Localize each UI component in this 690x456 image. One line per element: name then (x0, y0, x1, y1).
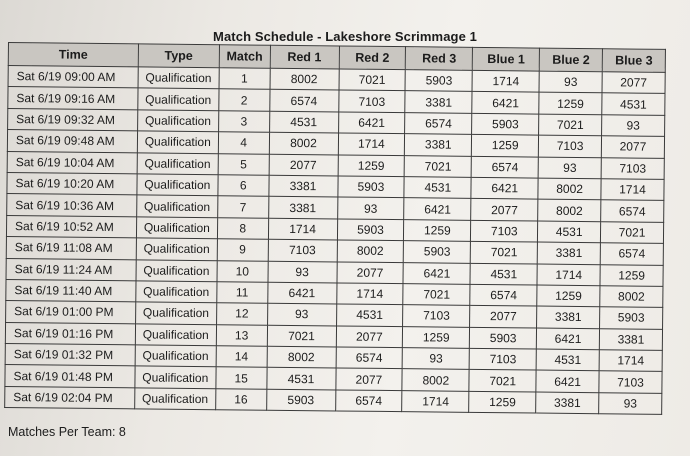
cell-blue-1: 6574 (471, 156, 538, 178)
cell-blue-2: 1714 (537, 264, 600, 286)
cell-blue-1: 7103 (471, 220, 538, 242)
cell-red-1: 93 (267, 304, 336, 326)
cell-match: 3 (218, 110, 269, 132)
cell-red-3: 1714 (402, 391, 469, 413)
cell-match: 12 (216, 303, 267, 325)
column-header-blue-1: Blue 1 (473, 47, 540, 71)
cell-red-3: 93 (403, 348, 470, 370)
cell-blue-3: 7021 (601, 221, 664, 243)
matches-per-team: Matches Per Team: 8 (8, 425, 126, 439)
cell-blue-2: 3381 (537, 306, 600, 328)
cell-red-1: 5903 (266, 389, 335, 411)
cell-red-3: 5903 (404, 241, 471, 263)
cell-time: Sat 6/19 01:32 PM (5, 344, 135, 367)
cell-blue-1: 7021 (471, 241, 538, 263)
cell-red-2: 5903 (337, 219, 404, 241)
cell-type: Qualification (138, 67, 219, 89)
cell-time: Sat 6/19 09:48 AM (7, 130, 137, 153)
cell-red-2: 6574 (336, 347, 403, 369)
cell-red-1: 3381 (268, 197, 337, 219)
cell-time: Sat 6/19 11:08 AM (6, 237, 136, 260)
cell-blue-3: 93 (602, 115, 665, 137)
cell-type: Qualification (137, 174, 218, 196)
cell-time: Sat 6/19 10:20 AM (7, 172, 137, 195)
cell-match: 4 (218, 132, 269, 154)
cell-type: Qualification (134, 388, 215, 410)
cell-type: Qualification (135, 324, 216, 346)
cell-blue-1: 1714 (472, 70, 539, 92)
cell-red-2: 6421 (338, 112, 405, 134)
cell-red-3: 4531 (404, 177, 471, 199)
cell-red-1: 8002 (270, 68, 339, 90)
cell-match: 11 (217, 282, 268, 304)
cell-blue-2: 93 (538, 157, 601, 179)
cell-red-1: 8002 (269, 132, 338, 154)
cell-time: Sat 6/19 09:16 AM (8, 87, 138, 110)
cell-blue-2: 4531 (536, 349, 599, 371)
cell-red-2: 2077 (335, 368, 402, 390)
cell-red-1: 7103 (268, 239, 337, 261)
cell-red-2: 8002 (337, 240, 404, 262)
cell-type: Qualification (136, 217, 217, 239)
cell-blue-1: 5903 (472, 113, 539, 135)
cell-red-3: 3381 (405, 134, 472, 156)
column-header-time: Time (8, 43, 138, 67)
cell-blue-1: 5903 (470, 327, 537, 349)
cell-blue-2: 7021 (539, 114, 602, 136)
cell-type: Qualification (136, 259, 217, 281)
cell-blue-2: 1259 (537, 285, 600, 307)
cell-red-3: 6421 (403, 262, 470, 284)
cell-match: 16 (216, 389, 267, 411)
cell-red-1: 6574 (269, 90, 338, 112)
cell-red-3: 1259 (404, 219, 471, 241)
cell-type: Qualification (137, 110, 218, 132)
cell-match: 6 (218, 175, 269, 197)
cell-blue-3: 8002 (600, 286, 663, 308)
cell-red-2: 1259 (338, 155, 405, 177)
cell-match: 9 (217, 239, 268, 261)
cell-red-2: 1714 (336, 283, 403, 305)
column-header-red-2: Red 2 (339, 46, 406, 70)
cell-red-1: 6421 (267, 282, 336, 304)
cell-time: Sat 6/19 02:04 PM (5, 386, 135, 409)
cell-blue-3: 1714 (601, 179, 664, 201)
cell-red-3: 7103 (403, 305, 470, 327)
cell-blue-3: 3381 (599, 328, 662, 350)
cell-match: 14 (216, 346, 267, 368)
cell-blue-1: 2077 (470, 306, 537, 328)
cell-match: 5 (218, 153, 269, 175)
cell-red-2: 5903 (337, 176, 404, 198)
cell-blue-1: 7103 (469, 348, 536, 370)
cell-red-3: 7021 (405, 155, 472, 177)
cell-blue-2: 3381 (537, 242, 600, 264)
cell-blue-1: 6574 (470, 284, 537, 306)
schedule-body (5, 66, 666, 415)
cell-match: 7 (218, 196, 269, 218)
cell-blue-2: 6421 (537, 328, 600, 350)
cell-red-2: 2077 (336, 326, 403, 348)
cell-type: Qualification (136, 281, 217, 303)
cell-blue-1: 6421 (472, 92, 539, 114)
cell-red-2: 2077 (336, 261, 403, 283)
cell-time: Sat 6/19 10:52 AM (6, 215, 136, 238)
cell-type: Qualification (138, 88, 219, 110)
cell-red-1: 1714 (268, 218, 337, 240)
cell-type: Qualification (136, 238, 217, 260)
cell-time: Sat 6/19 09:00 AM (8, 66, 138, 89)
cell-time: Sat 6/19 01:48 PM (5, 365, 135, 388)
cell-time: Sat 6/19 10:36 AM (7, 194, 137, 217)
cell-blue-3: 4531 (602, 93, 665, 115)
cell-type: Qualification (135, 366, 216, 388)
cell-blue-3: 6574 (601, 200, 664, 222)
cell-match: 13 (216, 324, 267, 346)
cell-blue-3: 1259 (600, 264, 663, 286)
cell-blue-3: 1714 (599, 350, 662, 372)
cell-match: 2 (219, 89, 270, 111)
cell-red-1: 4531 (269, 111, 338, 133)
cell-red-1: 8002 (267, 346, 336, 368)
page-title: Match Schedule - Lakeshore Scrimmage 1 (213, 29, 477, 44)
cell-type: Qualification (137, 152, 218, 174)
cell-red-3: 6421 (404, 198, 471, 220)
cell-blue-2: 8002 (538, 199, 601, 221)
column-header-red-3: Red 3 (406, 47, 473, 71)
column-header-blue-3: Blue 3 (602, 49, 665, 73)
cell-blue-2: 7103 (539, 135, 602, 157)
cell-blue-3: 6574 (600, 243, 663, 265)
cell-blue-3: 7103 (601, 157, 664, 179)
cell-blue-1: 1259 (469, 391, 536, 413)
column-header-type: Type (138, 44, 219, 68)
column-header-match: Match (219, 45, 270, 69)
cell-red-2: 7103 (338, 90, 405, 112)
cell-red-1: 3381 (268, 175, 337, 197)
cell-match: 8 (217, 217, 268, 239)
cell-time: Sat 6/19 11:24 AM (6, 258, 136, 281)
cell-blue-2: 4531 (538, 221, 601, 243)
cell-blue-2: 8002 (538, 178, 601, 200)
cell-blue-1: 2077 (471, 199, 538, 221)
cell-time: Sat 6/19 11:40 AM (6, 279, 136, 302)
cell-blue-2: 1259 (539, 92, 602, 114)
cell-red-1: 7021 (267, 325, 336, 347)
cell-red-3: 7021 (403, 284, 470, 306)
cell-red-2: 93 (337, 197, 404, 219)
cell-blue-3: 7103 (599, 371, 662, 393)
cell-blue-3: 2077 (601, 136, 664, 158)
cell-blue-3: 93 (599, 393, 662, 415)
cell-time: Sat 6/19 09:32 AM (8, 108, 138, 131)
cell-blue-2: 3381 (536, 392, 599, 414)
cell-match: 15 (216, 367, 267, 389)
column-header-blue-2: Blue 2 (539, 48, 602, 72)
cell-blue-1: 4531 (470, 263, 537, 285)
cell-match: 10 (217, 260, 268, 282)
match-schedule-table (4, 42, 666, 415)
cell-blue-3: 5903 (600, 307, 663, 329)
cell-blue-1: 7021 (469, 370, 536, 392)
cell-blue-2: 6421 (536, 371, 599, 393)
cell-type: Qualification (135, 345, 216, 367)
cell-red-2: 1714 (338, 133, 405, 155)
cell-red-3: 5903 (405, 70, 472, 92)
cell-red-2: 7021 (339, 69, 406, 91)
cell-type: Qualification (136, 195, 217, 217)
cell-type: Qualification (135, 302, 216, 324)
cell-type: Qualification (137, 131, 218, 153)
cell-blue-3: 2077 (602, 72, 665, 94)
cell-time: Sat 6/19 01:00 PM (6, 301, 136, 324)
cell-blue-1: 6421 (471, 177, 538, 199)
cell-red-3: 8002 (402, 369, 469, 391)
cell-time: Sat 6/19 10:04 AM (7, 151, 137, 174)
cell-red-1: 93 (268, 261, 337, 283)
cell-red-3: 6574 (405, 112, 472, 134)
cell-red-2: 4531 (336, 304, 403, 326)
cell-blue-1: 1259 (472, 135, 539, 157)
cell-red-2: 6574 (335, 390, 402, 412)
cell-red-3: 1259 (403, 326, 470, 348)
cell-red-1: 4531 (266, 368, 335, 390)
cell-red-1: 2077 (269, 154, 338, 176)
cell-blue-2: 93 (539, 71, 602, 93)
cell-red-3: 3381 (405, 91, 472, 113)
cell-match: 1 (219, 68, 270, 90)
column-header-red-1: Red 1 (270, 45, 339, 69)
cell-time: Sat 6/19 01:16 PM (5, 322, 135, 345)
